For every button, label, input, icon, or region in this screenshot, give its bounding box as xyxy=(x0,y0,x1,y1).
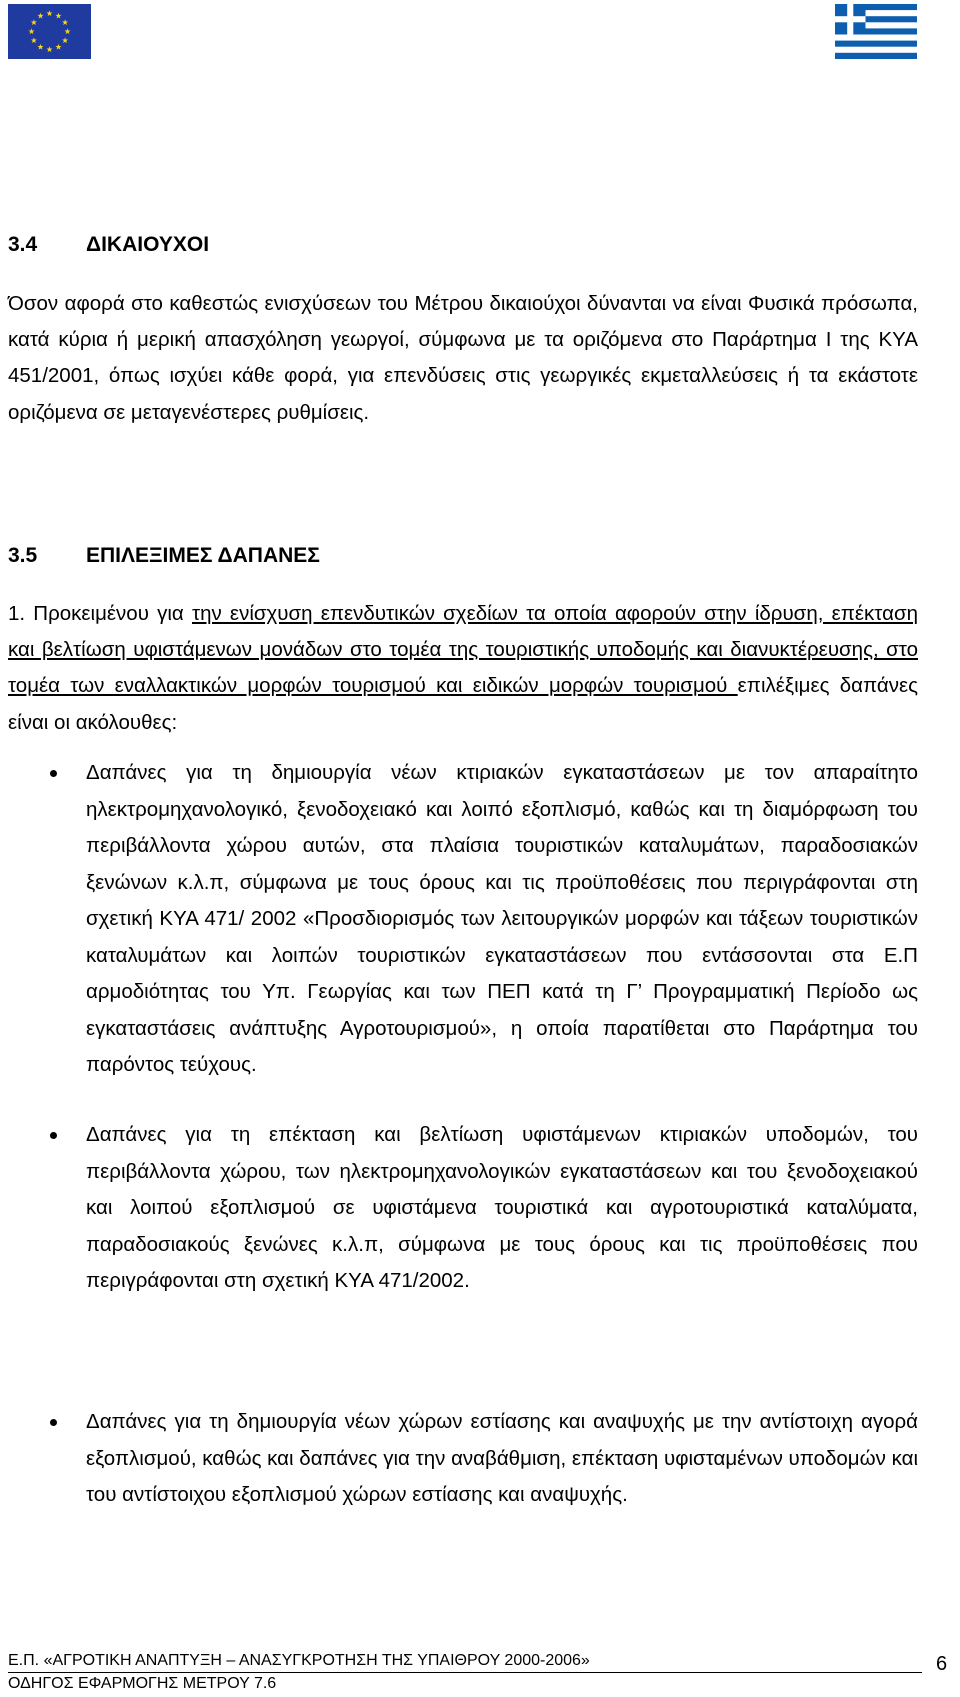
section-3-5-intro xyxy=(8,596,918,741)
greek-flag-logo xyxy=(835,4,917,59)
list-item-text: Δαπάνες για τη επέκταση και βελτίωση υφιστάμενων κτιριακών υποδομών, του περιβάλλοντα χώρου, των ηλεκτρομηχανολογικών εγκαταστάσεων και του ξενοδοχειακού και λοιπού εξοπλισμού σε υφιστάμενα τουριστικά και αγροτουριστικά καταλύματα, παραδοσιακούς ξενώνες κ.λ.π, σύμφωνα με τους όρους και τις προϋποθέσεις που περιγράφονται στη σχετική ΚΥΑ 471/2002. xyxy=(86,1123,918,1292)
footer-program-title: Ε.Π. «ΑΓΡΟΤΙΚΗ ΑΝΑΠΤΥΞΗ – ΑΝΑΣΥΓΚΡΟΤΗΣΗ ΤΗΣ ΥΠΑΙΘΡΟΥ 2000-2006» xyxy=(8,1652,590,1669)
footer-guide-title: ΟΔΗΓΟΣ ΕΦΑΡΜΟΓΗΣ ΜΕΤΡΟΥ 7.6 xyxy=(8,1675,277,1692)
page-number: 6 xyxy=(936,1653,948,1675)
intro-suffix: επιλέξιμες δαπάνες είναι οι ακόλουθες: xyxy=(8,674,918,734)
list-item-text: Δαπάνες για τη δημιουργία νέων κτιριακών εγκαταστάσεων με τον απαραίτητο ηλεκτρομηχανολογικό, ξενοδοχειακό και λοιπό εξοπλισμό, καθώς και τη διαμόρφωση του περιβάλλοντα χώρου αυτών, στα πλαίσια τουριστικών καταλυμάτων, παραδοσιακών ξενώνων κ.λ.π, σύμφωνα με τους όρους και τις προϋποθέσεις που περιγράφονται στη σχετική ΚΥΑ 471/ 2002 «Προσδιορισμός των λειτουργικών μορφών και τάξεων τουριστικών καταλυμάτων και λοιπών τουριστικών εγκαταστάσεων που εντάσσονται στα Ε.Π αρμοδιότητας του Υπ. Γεωργίας και των ΠΕΠ κατά τη Γ’ Προγραμματική Περίοδο ως εγκαταστάσεις ανάπτυξης Αγροτουρισμού», η οποία παρατίθεται στο Παράρτημα του παρόντος τεύχους. xyxy=(86,761,918,1076)
list-item xyxy=(86,1404,918,1514)
bullet-icon xyxy=(50,1419,57,1426)
section-3-4-paragraph: Όσον αφορά στο καθεστώς ενισχύσεων του Μέτρου δικαιούχοι δύνανται να είναι Φυσικά πρόσωπα, κατά κύρια ή μερική απασχόληση γεωργοί, σύμφωνα με τα οριζόμενα στο Παράρτημα Ι της ΚΥΑ 451/2001, όπως ισχύει κάθε φορά, για επενδύσεις στις γεωργικές εκμεταλλεύσεις ή τα εκάστοτε οριζόμενα σε μεταγενέστερες ρυθμίσεις. xyxy=(8,292,918,424)
bullet-icon xyxy=(50,1132,57,1139)
eu-flag-logo xyxy=(8,4,91,59)
list-item xyxy=(86,1117,918,1300)
section-title: ΕΠΙΛΕΞΙΜΕΣ ΔΑΠΑΝΕΣ xyxy=(86,544,320,567)
section-title: ΔΙΚΑΙΟΥΧΟΙ xyxy=(86,233,210,256)
intro-underlined: την ενίσχυση επενδυτικών σχεδίων τα οποία αφορούν στην ίδρυση, επέκταση και βελτίωση υφιστάμενων μονάδων στο τομέα της τουριστικής υποδομής και διανυκτέρευσης, στο τομέα των εναλλακτικών μορφών τουρισμού και ειδικών μορφών τουρισμού xyxy=(8,602,918,698)
list-item-text: Δαπάνες για τη δημιουργία νέων χώρων εστίασης και αναψυχής με την αντίστοιχη αγορά εξοπλισμού, καθώς και δαπάνες για την αναβάθμιση, επέκταση υφισταμένων υποδομών και του αντίστοιχου εξοπλισμού χώρων εστίασης και αναψυχής. xyxy=(86,1410,918,1506)
intro-prefix: 1. Προκειμένου για xyxy=(8,602,192,625)
section-3-4-heading xyxy=(8,232,209,258)
section-number: 3.4 xyxy=(8,233,38,256)
bullet-icon xyxy=(50,770,57,777)
section-number: 3.5 xyxy=(8,544,38,567)
footer-divider xyxy=(8,1672,922,1673)
section-3-5-heading xyxy=(8,543,320,569)
list-item xyxy=(86,755,918,1084)
